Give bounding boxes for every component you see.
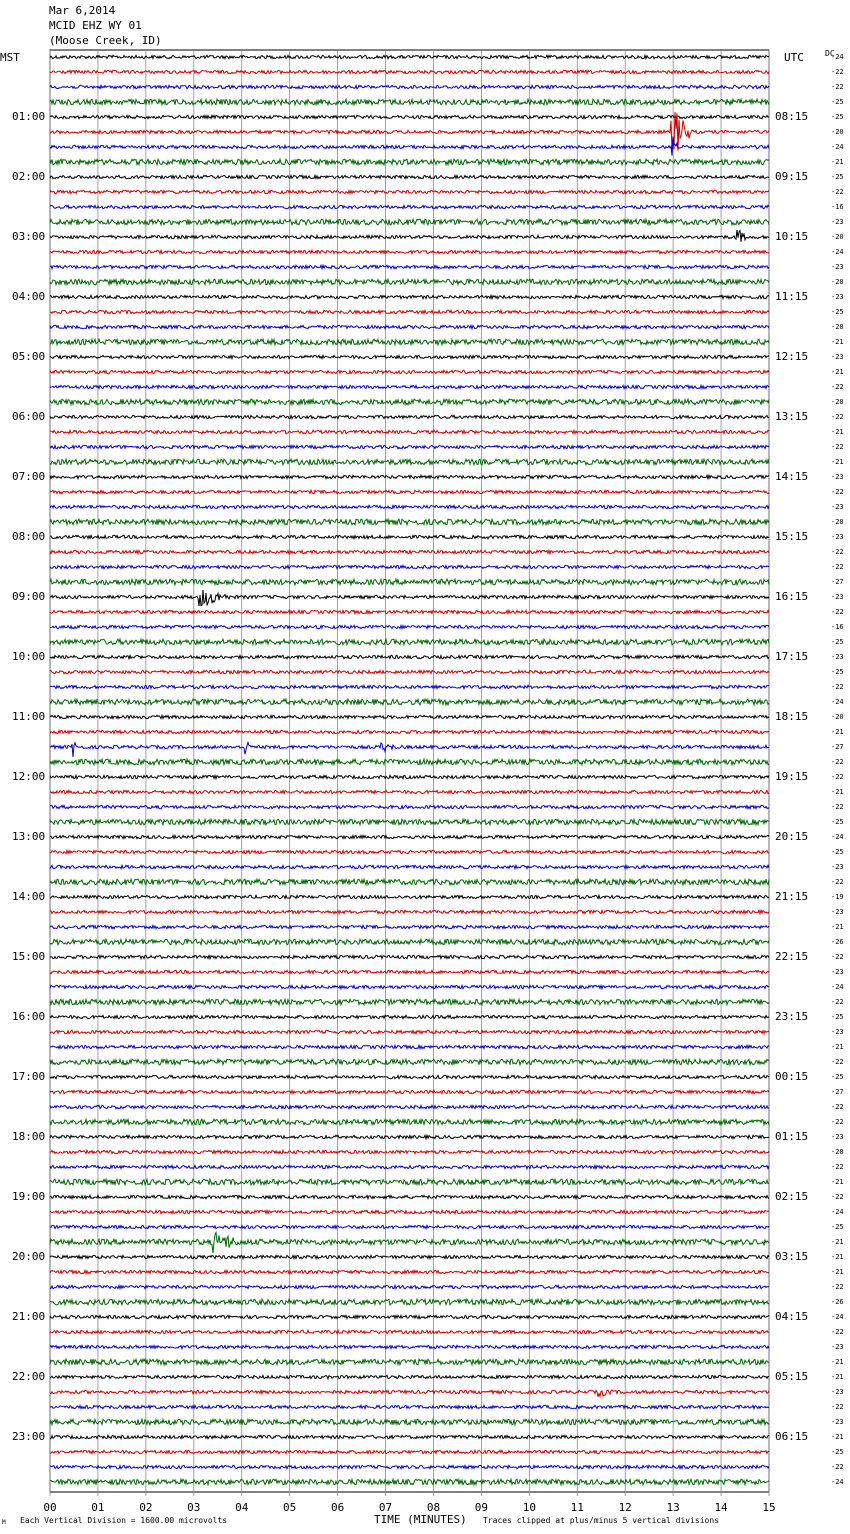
trace-59	[50, 939, 769, 945]
trace-81	[50, 1270, 769, 1273]
trace-0	[50, 55, 769, 58]
dc-offset-label: -21	[831, 1178, 844, 1186]
dc-offset-label: -20	[831, 128, 844, 136]
station-location: (Moose Creek, ID)	[49, 34, 162, 47]
dc-offset-label: -20	[831, 323, 844, 331]
mst-hour-label: 04:00	[12, 290, 46, 303]
x-tick-13: 13	[666, 1501, 680, 1514]
dc-offset-label: -22	[831, 563, 844, 571]
trace-56	[50, 895, 769, 898]
trace-63	[50, 999, 769, 1005]
trace-61	[50, 970, 769, 973]
dc-offset-label: -23	[831, 293, 844, 301]
corner-mark: M	[2, 1519, 6, 1526]
dc-offset-label: -20	[831, 233, 844, 241]
trace-45	[50, 730, 769, 733]
trace-68	[50, 1075, 769, 1078]
x-tick-01: 01	[91, 1501, 105, 1514]
x-tick-08: 08	[426, 1501, 441, 1514]
dc-offset-label: -22	[831, 188, 844, 196]
dc-offset-label: -21	[831, 428, 844, 436]
dc-offset-label: -22	[831, 1463, 844, 1471]
trace-88	[50, 1375, 769, 1378]
dc-offset-label: -23	[831, 503, 844, 511]
dc-offset-label: -23	[831, 218, 844, 226]
trace-20	[50, 355, 769, 358]
dc-offset-label: -23	[831, 263, 844, 271]
trace-76	[50, 1195, 769, 1198]
trace-34	[50, 565, 769, 568]
trace-28	[50, 475, 769, 478]
dc-offset-label: -22	[831, 383, 844, 391]
dc-offset-label: -24	[831, 1478, 844, 1486]
utc-hour-label: 00:15	[775, 1070, 809, 1083]
mst-hour-label: 03:00	[12, 230, 46, 243]
trace-39	[50, 639, 769, 645]
trace-93	[50, 1450, 769, 1453]
trace-74	[50, 1165, 769, 1168]
utc-hour-label: 17:15	[775, 650, 809, 663]
trace-69	[50, 1090, 769, 1093]
dc-offset-label: -25	[831, 668, 844, 676]
mst-hour-label: 12:00	[12, 770, 46, 783]
dc-offset-label: -25	[831, 848, 844, 856]
dc-offset-label: -25	[831, 173, 844, 181]
plot-date: Mar 6,2014	[49, 4, 116, 17]
trace-26	[50, 445, 769, 448]
right-axis-title: UTC	[784, 51, 804, 64]
dc-offset-label: -19	[831, 893, 844, 901]
trace-64	[50, 1015, 769, 1018]
utc-hour-label: 12:15	[775, 350, 809, 363]
mst-hour-label: 17:00	[12, 1070, 46, 1083]
dc-offset-label: -25	[831, 1073, 844, 1081]
dc-offset-label: -24	[831, 698, 844, 706]
x-tick-10: 10	[522, 1501, 536, 1514]
trace-12	[50, 230, 769, 242]
trace-41	[50, 670, 769, 673]
dc-offset-label: -20	[831, 713, 844, 721]
trace-24	[50, 415, 769, 418]
dc-offset-label: -25	[831, 308, 844, 316]
dc-offset-label: -24	[831, 53, 844, 61]
dc-offset-label: -22	[831, 1118, 844, 1126]
dc-offset-label: -22	[831, 413, 844, 421]
trace-85	[50, 1330, 769, 1333]
utc-hour-label: 16:15	[775, 590, 809, 603]
trace-65	[50, 1030, 769, 1033]
mst-hour-label: 09:00	[12, 590, 46, 603]
mst-hour-label: 18:00	[12, 1130, 46, 1143]
trace-78	[50, 1225, 769, 1228]
trace-52	[50, 835, 769, 838]
dc-offset-label: -22	[831, 773, 844, 781]
dc-offset-label: -25	[831, 98, 844, 106]
dc-offset-label: -27	[831, 578, 844, 586]
dc-offset-label: -21	[831, 728, 844, 736]
x-tick-09: 09	[474, 1501, 489, 1514]
dc-offset-label: -22	[831, 803, 844, 811]
dc-offset-label: -23	[831, 863, 844, 871]
dc-offset-label: -22	[831, 998, 844, 1006]
trace-79	[50, 1233, 769, 1254]
trace-67	[50, 1059, 769, 1065]
dc-offset-label: -25	[831, 638, 844, 646]
x-tick-02: 02	[139, 1501, 153, 1514]
mst-hour-label: 08:00	[12, 530, 46, 543]
trace-47	[50, 759, 769, 765]
trace-4	[50, 115, 769, 118]
x-tick-06: 06	[330, 1501, 345, 1514]
trace-50	[50, 805, 769, 808]
trace-95	[50, 1479, 769, 1485]
trace-42	[50, 685, 769, 688]
dc-offset-label: -25	[831, 113, 844, 121]
dc-offset-label: -20	[831, 398, 844, 406]
trace-33	[50, 550, 769, 553]
mst-hour-label: 07:00	[12, 470, 46, 483]
dc-offset-label: -25	[831, 1223, 844, 1231]
dc-offset-label: -22	[831, 1058, 844, 1066]
dc-offset-label: -22	[831, 758, 844, 766]
mst-hour-label: 05:00	[12, 350, 46, 363]
dc-offset-label: -22	[831, 1193, 844, 1201]
dc-offset-label: -21	[831, 1433, 844, 1441]
trace-90	[50, 1405, 769, 1408]
x-tick-04: 04	[235, 1501, 249, 1514]
dc-offset-label: -23	[831, 1388, 844, 1396]
trace-13	[50, 250, 769, 253]
x-tick-14: 14	[714, 1501, 728, 1514]
x-axis-label: TIME (MINUTES)	[374, 1513, 467, 1526]
trace-51	[50, 819, 769, 825]
utc-hour-label: 04:15	[775, 1310, 809, 1323]
trace-17	[50, 310, 769, 313]
mst-hour-label: 10:00	[12, 650, 46, 663]
dc-offset-label: -23	[831, 533, 844, 541]
trace-21	[50, 370, 769, 373]
trace-1	[50, 70, 769, 73]
trace-49	[50, 790, 769, 793]
dc-offset-label: -22	[831, 1403, 844, 1411]
dc-offset-label: -27	[831, 743, 844, 751]
dc-offset-label: -21	[831, 1358, 844, 1366]
mst-hour-label: 13:00	[12, 830, 46, 843]
utc-hour-label: 05:15	[775, 1370, 809, 1383]
dc-offset-label: -21	[831, 158, 844, 166]
trace-16	[50, 295, 769, 298]
dc-offset-label: -21	[831, 1253, 844, 1261]
utc-hour-label: 10:15	[775, 230, 809, 243]
trace-62	[50, 985, 769, 988]
utc-hour-label: 14:15	[775, 470, 809, 483]
dc-offset-label: -21	[831, 338, 844, 346]
trace-58	[50, 925, 769, 928]
utc-hour-label: 23:15	[775, 1010, 809, 1023]
trace-77	[50, 1210, 769, 1213]
trace-60	[50, 955, 769, 958]
dc-offset-label: -23	[831, 1418, 844, 1426]
utc-hour-label: 22:15	[775, 950, 809, 963]
station-code: MCID EHZ WY 01	[49, 19, 142, 32]
utc-hour-label: 19:15	[775, 770, 809, 783]
dc-offset-label: -21	[831, 458, 844, 466]
dc-offset-label: -24	[831, 1313, 844, 1321]
trace-37	[50, 610, 769, 613]
x-tick-07: 07	[378, 1501, 393, 1514]
trace-57	[50, 910, 769, 913]
dc-offset-label: -20	[831, 518, 844, 526]
dc-offset-label: -23	[831, 908, 844, 916]
dc-offset-label: -23	[831, 1028, 844, 1036]
mst-hour-label: 11:00	[12, 710, 46, 723]
dc-offset-label: -22	[831, 443, 844, 451]
trace-53	[50, 850, 769, 853]
dc-offset-label: -22	[831, 1328, 844, 1336]
dc-offset-label: -23	[831, 968, 844, 976]
trace-82	[50, 1285, 769, 1288]
trace-71	[50, 1119, 769, 1125]
trace-27	[50, 459, 769, 465]
trace-91	[50, 1419, 769, 1425]
utc-hour-label: 11:15	[775, 290, 809, 303]
dc-offset-label: -23	[831, 1133, 844, 1141]
dc-offset-label: -22	[831, 608, 844, 616]
utc-hour-label: 08:15	[775, 110, 809, 123]
trace-43	[50, 699, 769, 705]
utc-hour-label: 20:15	[775, 830, 809, 843]
dc-offset-label: -23	[831, 353, 844, 361]
dc-offset-label: -27	[831, 1088, 844, 1096]
dc-offset-label: -21	[831, 1373, 844, 1381]
mst-hour-label: 20:00	[12, 1250, 46, 1263]
dc-offset-label: -20	[831, 278, 844, 286]
dc-offset-label: -25	[831, 1448, 844, 1456]
mst-hour-label: 16:00	[12, 1010, 46, 1023]
dc-offset-label: -25	[831, 1013, 844, 1021]
dc-offset-label: -25	[831, 818, 844, 826]
dc-offset-label: -22	[831, 488, 844, 496]
dc-offset-label: -24	[831, 833, 844, 841]
dc-offset-label: -22	[831, 878, 844, 886]
trace-2	[50, 85, 769, 88]
dc-offset-label: -20	[831, 1148, 844, 1156]
trace-14	[50, 265, 769, 268]
trace-55	[50, 879, 769, 885]
trace-92	[50, 1435, 769, 1438]
dc-offset-label: -23	[831, 1343, 844, 1351]
trace-22	[50, 385, 769, 388]
left-axis-title: MST	[0, 51, 20, 64]
mst-hour-label: 21:00	[12, 1310, 46, 1323]
trace-15	[50, 279, 769, 285]
dc-offset-label: -24	[831, 983, 844, 991]
x-tick-00: 00	[43, 1501, 57, 1514]
dc-column-title: DC	[825, 49, 835, 58]
mst-hour-label: 22:00	[12, 1370, 46, 1383]
utc-hour-label: 09:15	[775, 170, 809, 183]
clip-note: Traces clipped at plus/minus 5 vertical divisions	[483, 1516, 720, 1525]
trace-9	[50, 190, 769, 193]
trace-40	[50, 655, 769, 658]
trace-8	[50, 175, 769, 178]
trace-36	[50, 590, 769, 606]
trace-48	[50, 775, 769, 778]
trace-66	[50, 1045, 769, 1048]
mst-hour-label: 19:00	[12, 1190, 46, 1203]
trace-44	[50, 715, 769, 718]
trace-29	[50, 490, 769, 493]
dc-offset-label: -23	[831, 653, 844, 661]
dc-offset-label: -22	[831, 83, 844, 91]
dc-offset-label: -21	[831, 788, 844, 796]
trace-73	[50, 1150, 769, 1153]
trace-70	[50, 1105, 769, 1108]
scale-note: Each Vertical Division = 1600.00 microvolts	[20, 1516, 228, 1525]
trace-84	[50, 1315, 769, 1318]
utc-hour-label: 01:15	[775, 1130, 809, 1143]
trace-19	[50, 339, 769, 345]
dc-offset-label: -21	[831, 368, 844, 376]
x-tick-05: 05	[283, 1501, 297, 1514]
trace-38	[50, 625, 769, 628]
dc-offset-label: -24	[831, 143, 844, 151]
trace-3	[50, 99, 769, 105]
mst-hour-label: 06:00	[12, 410, 46, 423]
dc-offset-label: -22	[831, 1103, 844, 1111]
dc-offset-label: -21	[831, 1238, 844, 1246]
dc-offset-label: -22	[831, 1163, 844, 1171]
dc-offset-label: -24	[831, 248, 844, 256]
trace-23	[50, 399, 769, 405]
dc-offset-label: -16	[831, 203, 844, 211]
trace-30	[50, 505, 769, 508]
dc-offset-label: -23	[831, 593, 844, 601]
utc-hour-label: 13:15	[775, 410, 809, 423]
utc-hour-label: 21:15	[775, 890, 809, 903]
dc-offset-label: -22	[831, 1283, 844, 1291]
dc-offset-label: -22	[831, 548, 844, 556]
x-tick-12: 12	[618, 1501, 632, 1514]
mst-hour-label: 02:00	[12, 170, 46, 183]
trace-80	[50, 1255, 769, 1258]
trace-32	[50, 535, 769, 538]
dc-offset-label: -26	[831, 938, 844, 946]
trace-35	[50, 579, 769, 585]
utc-hour-label: 18:15	[775, 710, 809, 723]
trace-83	[50, 1299, 769, 1305]
trace-86	[50, 1345, 769, 1348]
utc-hour-label: 02:15	[775, 1190, 809, 1203]
utc-hour-label: 03:15	[775, 1250, 809, 1263]
x-tick-11: 11	[570, 1501, 584, 1514]
dc-offset-label: -21	[831, 1268, 844, 1276]
dc-offset-label: -24	[831, 1208, 844, 1216]
dc-offset-label: -23	[831, 473, 844, 481]
trace-72	[50, 1135, 769, 1138]
trace-75	[50, 1179, 769, 1185]
trace-54	[50, 865, 769, 868]
trace-94	[50, 1465, 769, 1468]
dc-offset-label: -21	[831, 923, 844, 931]
trace-25	[50, 430, 769, 433]
mst-hour-label: 15:00	[12, 950, 46, 963]
x-tick-03: 03	[187, 1501, 201, 1514]
trace-7	[50, 159, 769, 165]
trace-31	[50, 519, 769, 525]
dc-offset-label: -22	[831, 683, 844, 691]
mst-hour-label: 14:00	[12, 890, 46, 903]
trace-89	[50, 1390, 769, 1397]
dc-offset-label: -22	[831, 953, 844, 961]
trace-18	[50, 325, 769, 328]
dc-offset-label: -22	[831, 68, 844, 76]
trace-10	[50, 205, 769, 208]
trace-46	[50, 742, 769, 757]
trace-11	[50, 219, 769, 225]
mst-hour-label: 23:00	[12, 1430, 46, 1443]
utc-hour-label: 15:15	[775, 530, 809, 543]
mst-hour-label: 01:00	[12, 110, 46, 123]
x-tick-15: 15	[762, 1501, 776, 1514]
dc-offset-label: -26	[831, 1298, 844, 1306]
trace-6	[50, 137, 769, 156]
dc-offset-label: -16	[831, 623, 844, 631]
dc-offset-label: -21	[831, 1043, 844, 1051]
utc-hour-label: 06:15	[775, 1430, 809, 1443]
trace-87	[50, 1359, 769, 1365]
